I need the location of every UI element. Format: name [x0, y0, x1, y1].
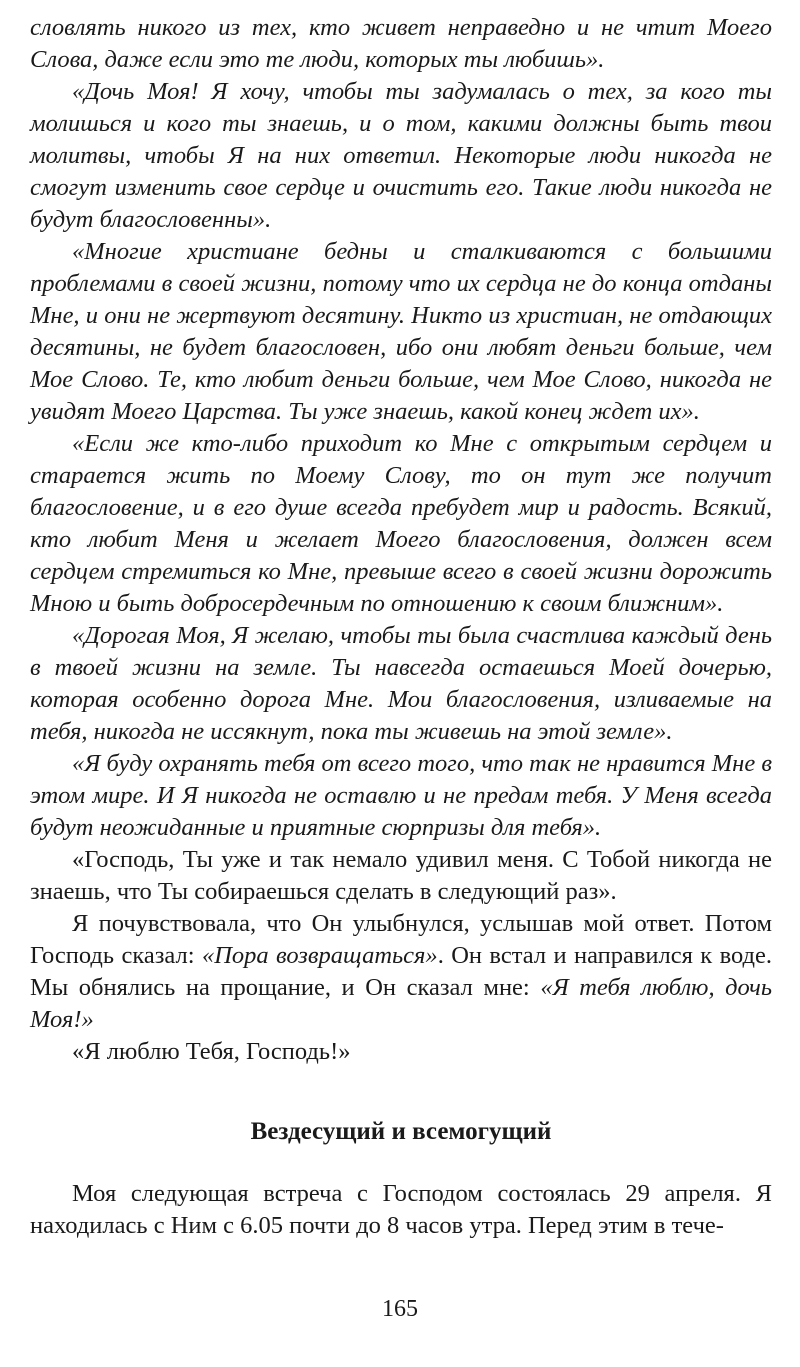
paragraph-8-quote-2: «Я тебя люблю, дочь Моя!»	[30, 974, 772, 1033]
paragraph-1: словлять никого из тех, кто живет неправедно и не чтит Моего Слова, даже если это те люди, которых ты любишь».	[30, 14, 772, 73]
paragraph-8-quote-1: «Пора возвращаться»	[201, 942, 438, 969]
paragraph-6: «Я буду охранять тебя от всего того, что так не нравится Мне в этом мире. И Я никогда не оставлю и не предам тебя. У Меня всегда будут неожиданные и приятные сюрпризы для тебя».	[30, 750, 772, 841]
body-text	[30, 12, 772, 1068]
paragraph-2: «Дочь Моя! Я хочу, чтобы ты задумалась о тех, за кого ты молишься и кого ты знаешь, и о том, какими должны быть твои молитвы, чтобы Я на них ответил. Некоторые люди никогда не смогут изменить свое сердце и очистить его. Такие люди никогда не будут благословенны».	[30, 78, 772, 233]
paragraph-9: «Я люблю Тебя, Господь!»	[72, 1038, 351, 1065]
page-number: 165	[382, 1296, 418, 1322]
book-page	[30, 12, 772, 1242]
paragraph-7: «Господь, Ты уже и так немало удивил меня. С Тобой никогда не знаешь, что Ты собираешься сделать в следующий раз».	[30, 846, 772, 905]
paragraph-3: «Многие христиане бедны и сталкиваются с большими проблемами в своей жизни, потому что их сердца не до конца отданы Мне, и они не жертвуют десятину. Никто из христиан, не отдающих десятины, не будет благословен, ибо они любят деньги больше, чем Мое Слово. Те, кто любит деньги больше, чем Мое Слово, никогда не увидят Моего Царства. Ты уже знаешь, какой конец ждет их».	[30, 238, 772, 425]
paragraph-8-part-3: . Он встал и направился к воде. Мы обнялись на прощание, и Он сказал мне:	[30, 942, 773, 1001]
paragraph-8-part-1: Я почувствовала, что Он улыбнулся, услышав мой ответ. Потом Господь сказал:	[30, 910, 772, 969]
section-body	[30, 1178, 772, 1242]
paragraph-4: «Если же кто-либо приходит ко Мне с открытым сердцем и старается жить по Моему Слову, то он тут же получит благословение, и в его душе всегда пребудет мир и радость. Всякий, кто любит Меня и желает Моего благословения, должен всем сердцем стремиться ко Мне, превыше всего в своей жизни дорожить Мною и быть добросердечным по отношению к своим ближним».	[30, 430, 772, 617]
paragraph-5: «Дорогая Моя, Я желаю, чтобы ты была счастлива каждый день в твоей жизни на земле. Ты навсегда остаешься Моей дочерью, которая особенно дорога Мне. Мои благословения, изливаемые на тебя, никогда не иссякнут, пока ты живешь на этой земле».	[30, 622, 772, 745]
section-paragraph-1: Моя следующая встреча с Господом состоялась 29 апреля. Я находилась с Ним с 6.05 почти до 8 часов утра. Перед этим в тече-	[30, 1180, 772, 1239]
section-heading: Вездесущий и всемогущий	[250, 1118, 552, 1145]
paragraph-8	[30, 908, 772, 1036]
